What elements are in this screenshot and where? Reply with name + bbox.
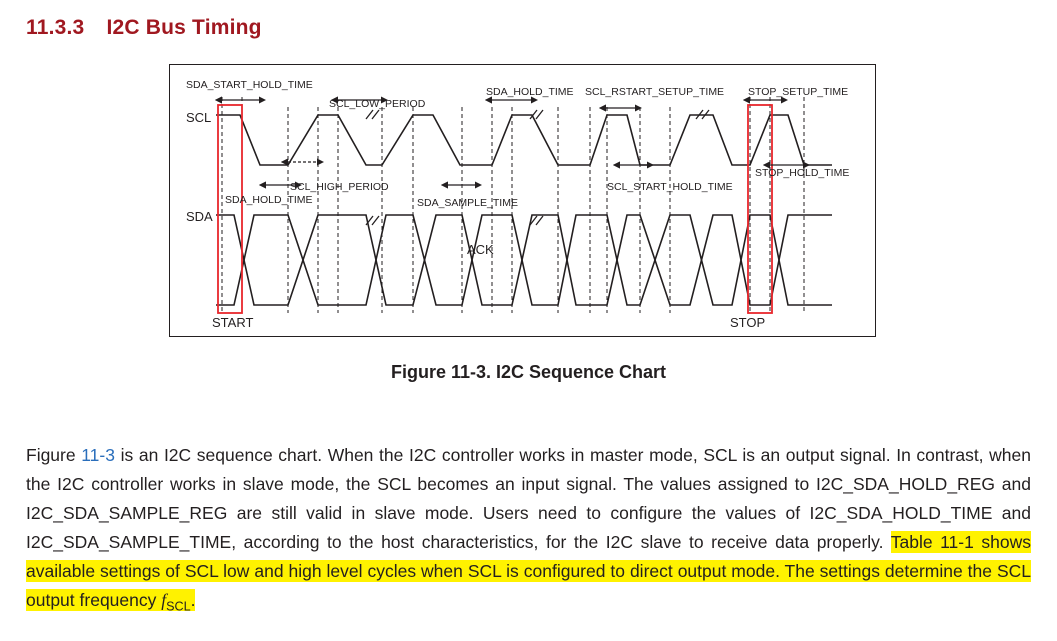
body-paragraph [26, 441, 1031, 622]
figure-cross-reference-link[interactable]: 11-3 [81, 445, 115, 465]
highlighted-tail: . [190, 590, 196, 610]
fscl-subscript: SCL [166, 599, 191, 614]
fscl-symbol [161, 590, 191, 614]
annotation-sda-start-hold-time: SDA_START_HOLD_TIME [186, 79, 313, 91]
body-text-part1: Figure [26, 445, 82, 465]
annotation-start: START [212, 315, 254, 330]
sda-waveform-2 [216, 215, 832, 305]
i2c-sequence-chart-svg [170, 65, 875, 336]
annotation-sda-hold-time-left: SDA_HOLD_TIME [225, 194, 313, 206]
stop-highlight-box [748, 105, 772, 313]
annotation-scl-low-period: SCL_LOW_PERIOD [329, 98, 426, 110]
figure-caption: Figure 11-3. I2C Sequence Chart [390, 362, 667, 382]
annotation-stop-hold-time: STOP_HOLD_TIME [755, 167, 850, 179]
section-number: 11.3.3 [26, 16, 85, 39]
highlighted-sentence: Table 11-1 shows available settings of SCL low and high level cycles when SCL is configured to direct output mode. The settings determine the SCL output frequency [26, 532, 1031, 610]
figure-container [169, 64, 876, 337]
sda-waveform [216, 215, 832, 305]
section-title: I2C Bus Timing [106, 16, 262, 39]
annotation-stop: STOP [730, 315, 766, 330]
annotation-sda-hold-time-top: SDA_HOLD_TIME [486, 86, 574, 98]
annotation-sda-sample-time: SDA_SAMPLE_TIME [417, 197, 518, 209]
dimension-arrows [222, 100, 804, 185]
annotation-scl-high-period: SCL_HIGH_PERIOD [290, 181, 389, 193]
sda-break-marks [366, 216, 543, 225]
scl-signal-label: SCL [186, 110, 212, 125]
annotation-scl-start-hold-time: SCL_START_HOLD_TIME [607, 181, 733, 193]
scl-waveform [216, 115, 832, 165]
body-text-part2: is an I2C sequence chart. When the I2C controller works in master mode, SCL is an output signal. In contrast, when the I2C controller works in slave mode, the SCL becomes an input signal. The values assigned to I2C_SDA_HOLD_REG and I2C_SDA_SAMPLE_REG are still valid in slave mode. Users need to configure the values of I2C_SDA_HOLD_TIME and I2C_SDA_SAMPLE_TIME, according to the host characteristics, for the I2C slave to receive data properly. [26, 445, 1031, 552]
annotation-ack: ACK [467, 242, 494, 257]
sda-signal-label: SDA [186, 209, 213, 224]
annotation-stop-setup-time: STOP_SETUP_TIME [748, 86, 849, 98]
fscl-base: f [161, 590, 167, 610]
annotation-scl-rstart-setup-time: SCL_RSTART_SETUP_TIME [585, 86, 725, 98]
section-heading [26, 16, 262, 40]
